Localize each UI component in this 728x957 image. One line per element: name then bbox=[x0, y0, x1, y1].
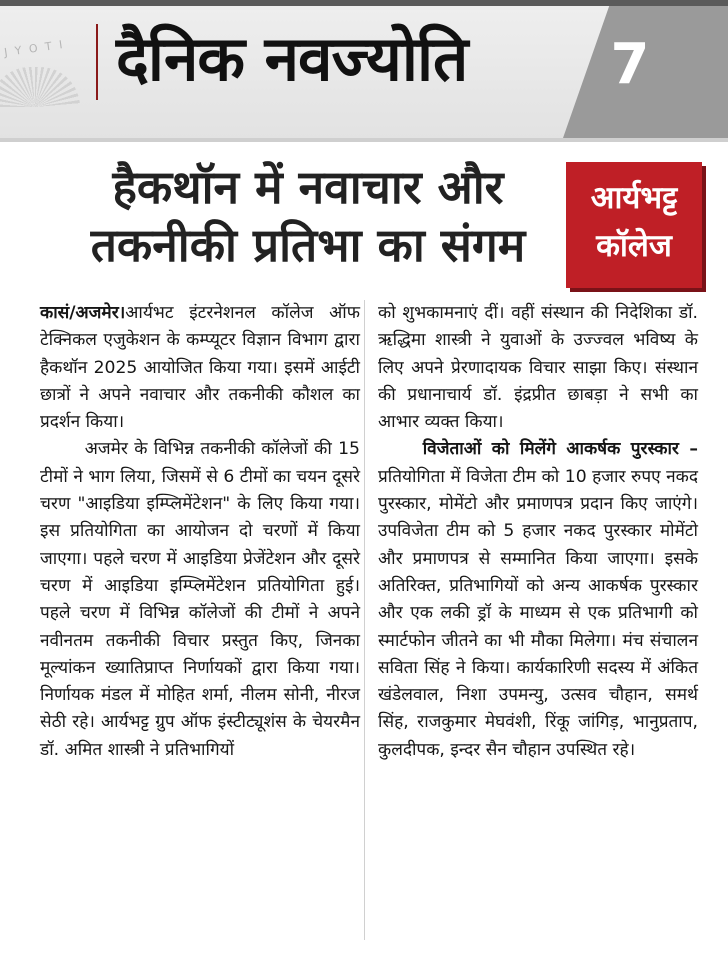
headline-line-2: तकनीकी प्रतिभा का संगम bbox=[90, 218, 526, 272]
article-paragraph-2: अजमेर के विभिन्न तकनीकी कॉलेजों की 15 टीमों ने भाग लिया, जिसमें से 6 टीमों का चयन दूसरे चरण "आइडिया इम्प्लिमेंटेशन" के लिए किया गया। इस प्रतियोगिता का आयोजन दो चरणों में किया जाएगा। पहले चरण में आइडिया प्रेजेंटेशन और दूसरे चरण में आइडिया इम्प्लिमेंटेशन प्रतियोगिता हुई। पहले चरण में विभिन्न कॉलेजों की टीमों ने अपने नवीनतम तकनीकी विचार प्रस्तुत किए, जिनका मूल्यांकन ख्यातिप्राप्त निर्णायकों द्वारा किया गया। निर्णायक मंडल में मोहित शर्मा, नीलम सोनी, नीरज सेठी रहे। आर्यभट्ट ग्रुप ऑफ इंस्टीट्यूशंस के चेयरमैन डॉ. अमित शास्त्री ने प्रतिभागियों bbox=[40, 439, 360, 760]
masthead-divider bbox=[96, 24, 98, 100]
article-paragraph-1 bbox=[40, 300, 360, 436]
newspaper-logo bbox=[0, 12, 90, 112]
dateline: कासं/अजमेर। bbox=[40, 303, 126, 323]
article-column-right bbox=[378, 300, 698, 764]
newspaper-title: दैनिक नवज्योति bbox=[116, 22, 468, 95]
sun-rays-icon bbox=[0, 67, 80, 107]
paragraph-4-text: प्रतियोगिता में विजेता टीम को 10 हजार रुपए नकद पुरस्कार, मोमेंटो और प्रमाणपत्र प्रदान किए जाएंगे। उपविजेता टीम को 5 हजार नकद पुरस्कार मोमेंटो और प्रमाणपत्र से सम्मानित किया जाएगा। इसके अतिरिक्त, प्रतिभागियों को अन्य आकर्षक पुरस्कार और एक लकी ड्रॉ के माध्यम से एक प्रतिभागी को स्मार्टफोन जीतने का भी मौका मिलेगा। मंच संचालन सविता सिंह ने किया। कार्यकारिणी सदस्य में अंकित खंडेलवाल, निशा उपमन्यु, उत्सव चौहान, समर्थ सिंह, राजकुमार मेघवंशी, रिंकू जांगिड़, भानुप्रताप, कुलदीपक, इन्दर सैन चौहान उपस्थित रहे। bbox=[378, 466, 698, 760]
college-tag bbox=[566, 162, 702, 288]
masthead bbox=[0, 0, 728, 142]
article-paragraph-3: को शुभकामनाएं दीं। वहीं संस्थान की निदेशिका डॉ. ऋद्धिमा शास्त्री ने युवाओं के उज्ज्वल भविष्य के लिए अपने प्रेरणादायक विचार साझा किए। संस्थान की प्रधानाचार्य डॉ. इंद्रप्रीत छाबड़ा ने सभी का आभार व्यक्त किया। bbox=[378, 303, 698, 433]
college-tag-line-2: कॉलेज bbox=[596, 228, 672, 264]
article-column-left bbox=[40, 300, 360, 764]
masthead-bottom-rule bbox=[0, 138, 728, 142]
logo-text: J Y O T I bbox=[3, 37, 66, 60]
college-tag-line-1: आर्यभट्ट bbox=[590, 180, 678, 216]
headline-line-1: हैकथॉन में नवाचार और bbox=[112, 160, 504, 214]
subhead: विजेताओं को मिलेंगे आकर्षक पुरस्कार – bbox=[422, 439, 698, 460]
page-number: 7 bbox=[610, 32, 650, 97]
headline bbox=[58, 158, 558, 274]
article-paragraph-4 bbox=[378, 436, 698, 764]
column-divider bbox=[364, 300, 365, 940]
paragraph-1-text: आर्यभट इंटरनेशनल कॉलेज ऑफ टेक्निकल एजुकेशन के कम्प्यूटर विज्ञान विभाग द्वारा हैकथॉन 2025 आयोजित किया गया। इसमें आईटी छात्रों ने अपने नवाचार और तकनीकी कौशल का प्रदर्शन किया। bbox=[40, 303, 360, 433]
